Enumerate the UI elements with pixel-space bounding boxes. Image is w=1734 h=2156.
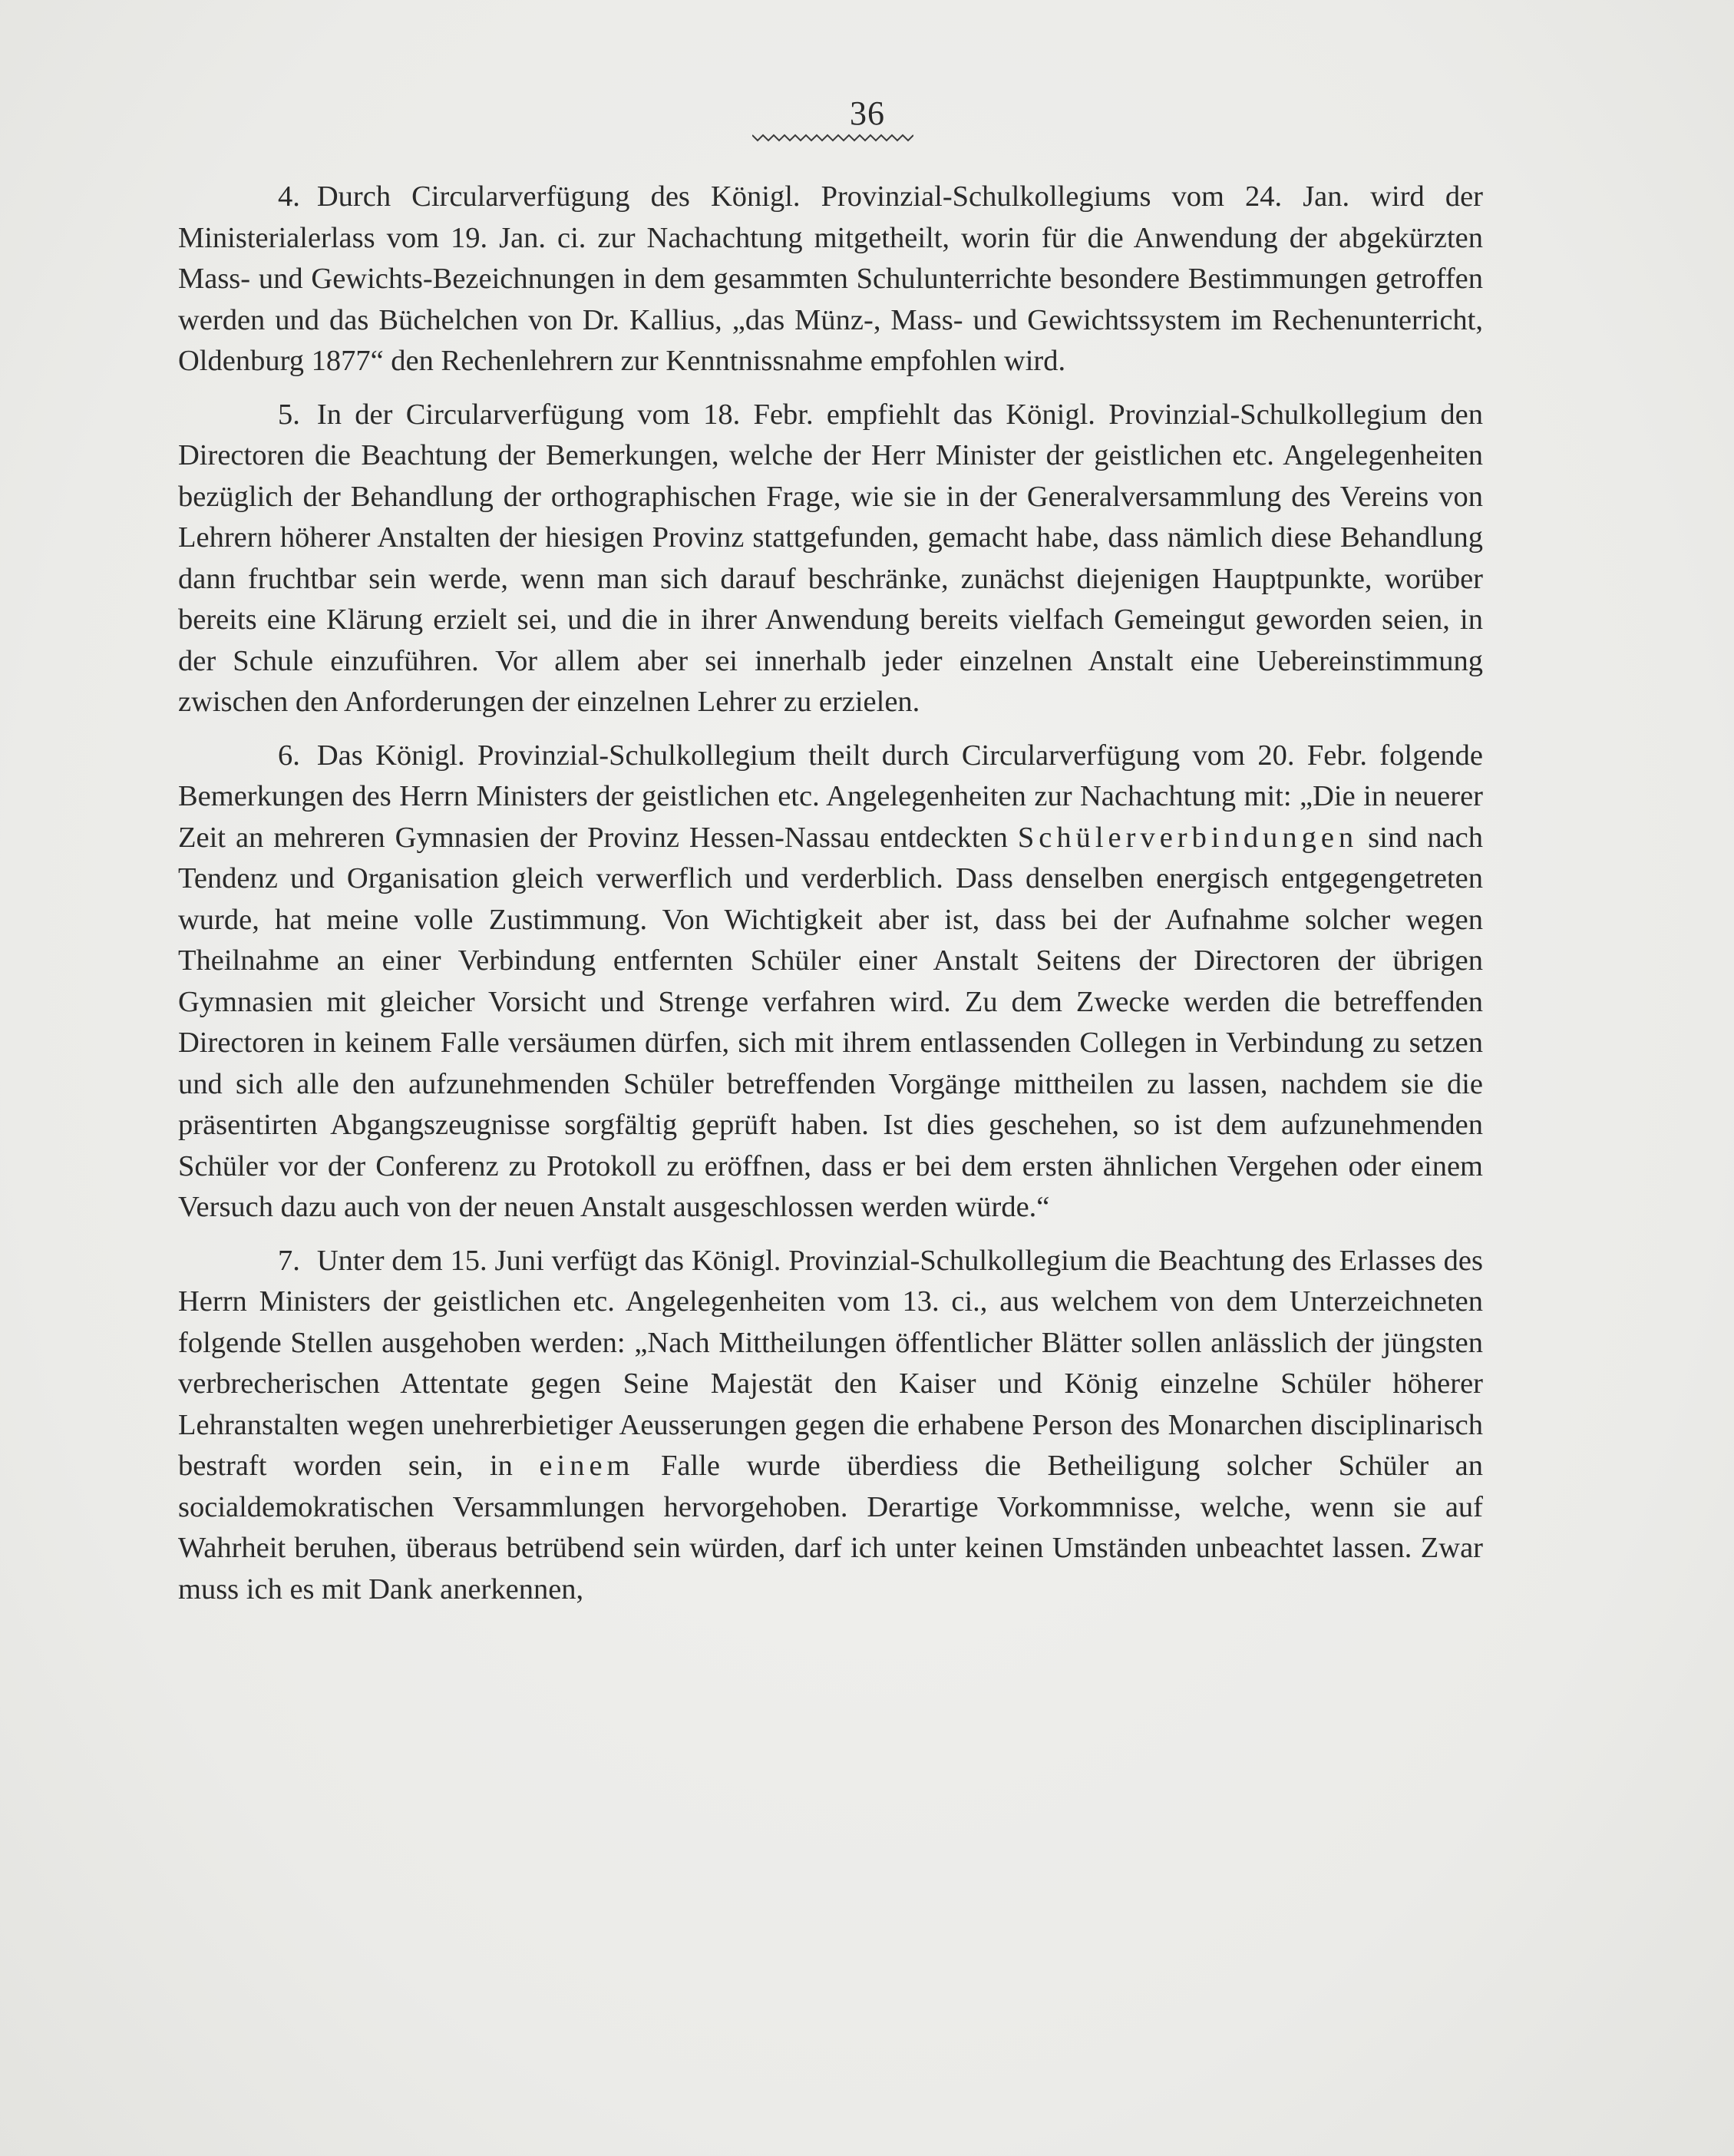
paragraph-text: In der Circularverfügung vom 18. Febr. empfiehlt das Königl. Provinzial-Schulkollegium den Directoren die Beachtung der Bemerkungen, welche der Herr Minister der geistlichen etc. Angelegenheiten bezüglich der Behandlung der orthographischen Frage, wie sie in der Generalversammlung des Vereins von Lehrern höherer Anstalten der hiesigen Provinz stattgefunden, gemacht habe, dass nämlich diese Behandlung dann fruchtbar sein werde, wenn man sich darauf beschränke, zunächst diejenigen Hauptpunkte, worüber bereits eine Klärung erzielt sei, und die in ihrer Anwendung bereits vielfach Gemeingut geworden seien, in der Schule einzuführen. Vor allem aber sei innerhalb jeder einzelnen Anstalt eine Uebereinstimmung zwischen den Anforderungen der einzelnen Lehrer zu erzielen.	[178, 398, 1483, 718]
emphasized-term: einem	[539, 1450, 635, 1482]
paragraph-7	[178, 1241, 1483, 1611]
paragraph-text: Das Königl. Provinzial-Schulkollegium theilt durch Circularverfügung vom 20. Febr. folgende Bemerkungen des Herrn Ministers der geistlichen etc. Angelegenheiten zur Nachachtung mit: „Die in neuerer Zeit an mehreren Gymnasien der Provinz Hessen-Nassau entdeckten	[178, 739, 1483, 854]
paragraph-text: Durch Circularverfügung des Königl. Provinzial-Schulkollegiums vom 24. Jan. wird der Ministerialerlass vom 19. Jan. ci. zur Nachachtung mitgetheilt, worin für die Anwendung der abgekürzten Mass- und Gewichts-Bezeichnungen in dem gesammten Schulunterrichte besondere Bestimmungen getroffen werden und das Büchelchen von Dr. Kallius, „das Münz-, Mass- und Gewichtssystem im Rechenunterricht, Oldenburg 1877“ den Rechenlehrern zur Kenntnissnahme empfohlen wird.	[178, 180, 1483, 377]
paragraph-5	[178, 395, 1483, 723]
page-number: 36	[850, 94, 885, 132]
paragraph-4	[178, 177, 1483, 382]
paragraph-number: 6.	[278, 739, 300, 772]
document-body	[178, 177, 1483, 1622]
paragraph-number: 7.	[278, 1244, 300, 1277]
paragraph-text: Unter dem 15. Juni verfügt das Königl. Provinzial-Schulkollegium die Beachtung des Erlasses des Herrn Ministers der geistlichen etc. Angelegenheiten vom 13. ci., aus welchem von dem Unterzeichneten folgende Stellen ausgehoben werden: „Nach Mittheilungen öffentlicher Blätter sollen anlässlich der jüngsten verbrecherischen Attentate gegen Seine Majestät den Kaiser und König einzelne Schüler höherer Lehranstalten wegen unehrerbietiger Aeusserungen gegen die erhabene Person des Monarchen disciplinarisch bestraft worden sein, in	[178, 1244, 1483, 1482]
emphasized-term: Schülerverbindungen	[1017, 821, 1359, 854]
paragraph-text: sind nach Tendenz und Organisation gleich verwerflich und verderblich. Dass denselben energisch entgegengetreten wurde, hat meine volle Zustimmung. Von Wichtigkeit aber ist, dass bei der Aufnahme solcher wegen Theilnahme an einer Verbindung entfernten Schüler einer Anstalt Seitens der Directoren der übrigen Gymnasien mit gleicher Vorsicht und Strenge verfahren wird. Zu dem Zwecke werden die betreffenden Directoren in keinem Falle versäumen dürfen, sich mit ihrem entlassenden Collegen in Verbindung zu setzen und sich alle den aufzunehmenden Schüler betreffenden Vorgänge mittheilen zu lassen, nachdem sie die präsentirten Abgangszeugnisse sorgfältig geprüft haben. Ist dies geschehen, so ist dem aufzunehmenden Schüler vor der Conferenz zu Protokoll zu eröffnen, dass er bei dem ersten ähnlichen Vergehen oder einem Versuch dazu auch von der neuen Anstalt ausgeschlossen werden würde.“	[178, 821, 1484, 1223]
paragraph-number: 4.	[278, 180, 300, 213]
decorative-rule-icon	[752, 132, 913, 143]
paragraph-text: Falle wurde überdiess die Betheiligung solcher Schüler an socialdemokratischen Versammlungen hervorgehoben. Derartige Vorkommnisse, welche, wenn sie auf Wahrheit beruhen, überaus betrübend sein würden, darf ich unter keinen Umständen unbeachtet lassen. Zwar muss ich es mit Dank anerkennen,	[178, 1450, 1483, 1605]
paragraph-number: 5.	[278, 398, 300, 431]
paragraph-6	[178, 736, 1483, 1228]
